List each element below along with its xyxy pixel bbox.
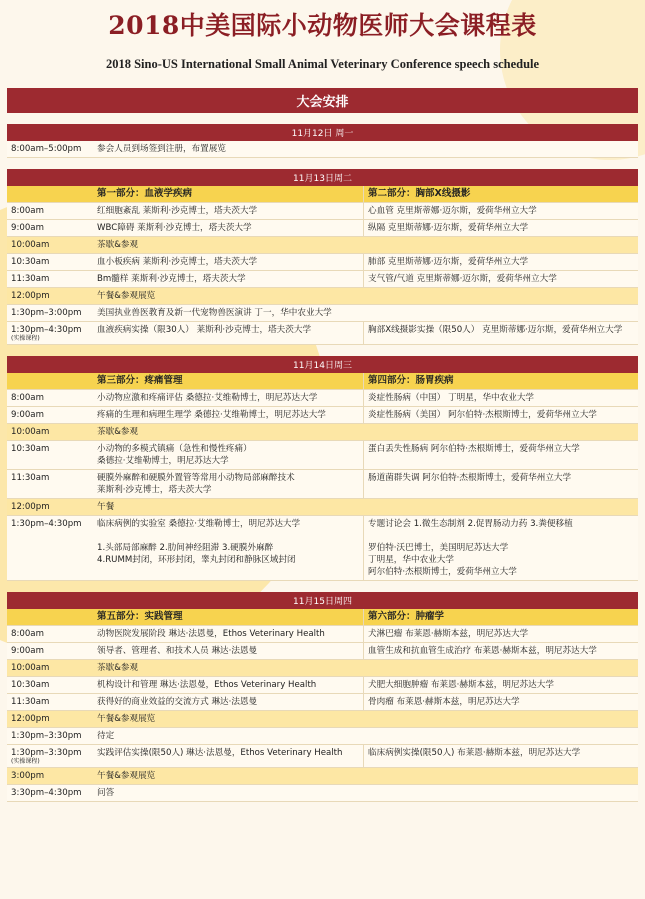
session-row xyxy=(7,441,638,470)
session-row xyxy=(7,203,638,220)
session-row xyxy=(7,470,638,499)
session-time: 9:00am xyxy=(7,220,93,236)
session-row xyxy=(7,407,638,424)
session-row xyxy=(7,254,638,271)
session-left: Bm髓样 莱斯利·沙克博士，塔夫茨大学 xyxy=(93,271,364,287)
session-activity: 午餐&参观展览 xyxy=(93,288,638,304)
session-time: 9:00am xyxy=(7,643,93,659)
session-row xyxy=(7,728,638,745)
session-note: (实操课程) xyxy=(11,335,40,342)
session-right: 第二部分：胸部X线摄影 xyxy=(364,186,638,202)
session-left: 临床病例的实验室 桑德拉·艾维勒博士，明尼苏达大学 1.头部局部麻醉 2.肋间神经阻滞 3.硬膜外麻醉 4.RUMM封闭，环形封闭，睾丸封闭和静脉区域封闭 xyxy=(93,516,364,580)
session-time: 10:30am xyxy=(7,441,93,469)
session-time: 10:00am xyxy=(7,237,93,253)
session-activity: 午餐&参观展览 xyxy=(93,768,638,784)
session-time: 12:00pm xyxy=(7,499,93,515)
session-right: 胸部X线摄影实操（限50人） 克里斯蒂娜·迈尔斯，爱荷华州立大学 xyxy=(364,322,638,344)
schedule-days xyxy=(7,124,638,802)
session-time: 11:30am xyxy=(7,470,93,498)
session-right: 肠道菌群失调 阿尔伯特·杰根斯博士，爱荷华州立大学 xyxy=(364,470,638,498)
session-time: 10:30am xyxy=(7,677,93,693)
session-time: 8:00am xyxy=(7,626,93,642)
session-right: 临床病例实操(限50人) 布莱恩·赫斯本兹，明尼苏达大学 xyxy=(364,745,638,767)
session-row xyxy=(7,660,638,677)
schedule-table xyxy=(7,88,638,802)
session-time: 10:00am xyxy=(7,424,93,440)
schedule-header: 大会安排 xyxy=(7,88,638,113)
session-row xyxy=(7,768,638,785)
session-right: 心血管 克里斯蒂娜·迈尔斯，爱荷华州立大学 xyxy=(364,203,638,219)
session-time: 1:30pm–3:30pm (实操课程) xyxy=(7,745,93,767)
session-left: 领导者、管理者、和技术人员 琳达·法恩曼 xyxy=(93,643,364,659)
session-time: 1:30pm–3:00pm xyxy=(7,305,93,321)
section-header-row xyxy=(7,186,638,203)
session-time: 10:30am xyxy=(7,254,93,270)
session-note: (实操课程) xyxy=(11,758,40,765)
session-left: 第五部分：实践管理 xyxy=(93,609,364,625)
session-activity: 问答 xyxy=(93,785,638,801)
session-left: 机构设计和管理 琳达·法恩曼，Ethos Veterinary Health xyxy=(93,677,364,693)
session-left: 疼痛的生理和病理生理学 桑德拉·艾维勒博士，明尼苏达大学 xyxy=(93,407,364,423)
session-time: 12:00pm xyxy=(7,288,93,304)
session-right: 肺部 克里斯蒂娜·迈尔斯，爱荷华州立大学 xyxy=(364,254,638,270)
section-header-row xyxy=(7,373,638,390)
session-row xyxy=(7,677,638,694)
session-time xyxy=(7,609,93,625)
session-time: 3:00pm xyxy=(7,768,93,784)
session-row xyxy=(7,288,638,305)
session-left: WBC障碍 莱斯利·沙克博士，塔夫茨大学 xyxy=(93,220,364,236)
session-activity: 参会人员到场签到注册，布置展览 xyxy=(93,141,638,157)
session-row xyxy=(7,271,638,288)
session-left: 第一部分：血液学疾病 xyxy=(93,186,364,202)
session-row xyxy=(7,220,638,237)
page-subtitle: 2018 Sino-US International Small Animal Veterinary Conference speech schedule xyxy=(105,57,540,71)
session-time: 11:30am xyxy=(7,694,93,710)
session-row xyxy=(7,390,638,407)
session-left: 小动物的多模式镇痛（急性和慢性疼痛） 桑德拉·艾维勒博士，明尼苏达大学 xyxy=(93,441,364,469)
session-activity: 茶歇&参观 xyxy=(93,424,638,440)
page-title: 2018中美国际小动物医师大会课程表 xyxy=(108,11,537,40)
session-right: 炎症性肠病（美国） 阿尔伯特·杰根斯博士，爱荷华州立大学 xyxy=(364,407,638,423)
session-row xyxy=(7,694,638,711)
session-row xyxy=(7,141,638,158)
session-row xyxy=(7,424,638,441)
section-header-row xyxy=(7,609,638,626)
session-right: 支气管/气道 克里斯蒂娜·迈尔斯，爱荷华州立大学 xyxy=(364,271,638,287)
session-right: 血管生成和抗血管生成治疗 布莱恩·赫斯本兹，明尼苏达大学 xyxy=(364,643,638,659)
session-time: 1:30pm–3:30pm xyxy=(7,728,93,744)
session-left: 第三部分：疼痛管理 xyxy=(93,373,364,389)
session-time: 3:30pm–4:30pm xyxy=(7,785,93,801)
session-time: 1:30pm–4:30pm (实操课程) xyxy=(7,322,93,344)
session-right: 骨肉瘤 布莱恩·赫斯本兹，明尼苏达大学 xyxy=(364,694,638,710)
session-time: 9:00am xyxy=(7,407,93,423)
session-activity: 午餐&参观展览 xyxy=(93,711,638,727)
session-left: 血小板疾病 莱斯利·沙克博士，塔夫茨大学 xyxy=(93,254,364,270)
session-time: 1:30pm–4:30pm xyxy=(7,516,93,580)
session-right: 第六部分：肿瘤学 xyxy=(364,609,638,625)
session-right: 犬淋巴瘤 布莱恩·赫斯本兹，明尼苏达大学 xyxy=(364,626,638,642)
session-right: 第四部分：肠胃疾病 xyxy=(364,373,638,389)
session-row xyxy=(7,516,638,581)
session-left: 硬膜外麻醉和硬膜外置管等常用小动物局部麻醉技术 莱斯利·沙克博士，塔夫茨大学 xyxy=(93,470,364,498)
session-row xyxy=(7,322,638,345)
session-row xyxy=(7,711,638,728)
session-time xyxy=(7,186,93,202)
session-time xyxy=(7,373,93,389)
day-header: 11月15日周四 xyxy=(7,592,638,609)
session-right: 炎症性肠病（中国） 丁明星，华中农业大学 xyxy=(364,390,638,406)
session-activity: 午餐 xyxy=(93,499,638,515)
day-header: 11月13日周二 xyxy=(7,169,638,186)
session-time: 8:00am–5:00pm xyxy=(7,141,93,157)
session-time: 8:00am xyxy=(7,203,93,219)
day-header: 11月12日 周一 xyxy=(7,124,638,141)
session-row xyxy=(7,305,638,322)
session-time: 12:00pm xyxy=(7,711,93,727)
session-left: 实践评估实操(限50人) 琳达·法恩曼，Ethos Veterinary Health xyxy=(93,745,364,767)
session-activity: 茶歇&参观 xyxy=(93,237,638,253)
session-row xyxy=(7,785,638,802)
day-header: 11月14日周三 xyxy=(7,356,638,373)
session-left: 小动物应激和疼痛评估 桑德拉·艾维勒博士，明尼苏达大学 xyxy=(93,390,364,406)
session-right: 专题讨论会 1.微生态制剂 2.促胃肠动力药 3.粪便移植 罗伯特·沃巴博士，美国明尼苏达大学 丁明星，华中农业大学 阿尔伯特·杰根斯博士，爱荷华州立大学 xyxy=(364,516,638,580)
session-left: 血液疾病实操（限30人） 莱斯利·沙克博士，塔夫茨大学 xyxy=(93,322,364,344)
session-right: 犬肥大细胞肿瘤 布莱恩·赫斯本兹，明尼苏达大学 xyxy=(364,677,638,693)
session-time: 11:30am xyxy=(7,271,93,287)
session-row xyxy=(7,745,638,768)
session-activity: 茶歇&参观 xyxy=(93,660,638,676)
session-row xyxy=(7,237,638,254)
session-right: 蛋白丢失性肠病 阿尔伯特·杰根斯博士，爱荷华州立大学 xyxy=(364,441,638,469)
session-left: 动物医院发展阶段 琳达·法恩曼，Ethos Veterinary Health xyxy=(93,626,364,642)
session-row xyxy=(7,499,638,516)
session-left: 红细胞紊乱 莱斯利·沙克博士，塔夫茨大学 xyxy=(93,203,364,219)
session-time: 10:00am xyxy=(7,660,93,676)
session-row xyxy=(7,643,638,660)
session-left: 获得好的商业效益的交流方式 琳达·法恩曼 xyxy=(93,694,364,710)
session-right: 纵隔 克里斯蒂娜·迈尔斯，爱荷华州立大学 xyxy=(364,220,638,236)
session-activity: 美国执业兽医教育及新一代宠物兽医演讲 丁一，华中农业大学 xyxy=(93,305,638,321)
session-activity: 待定 xyxy=(93,728,638,744)
session-time: 8:00am xyxy=(7,390,93,406)
session-row xyxy=(7,626,638,643)
